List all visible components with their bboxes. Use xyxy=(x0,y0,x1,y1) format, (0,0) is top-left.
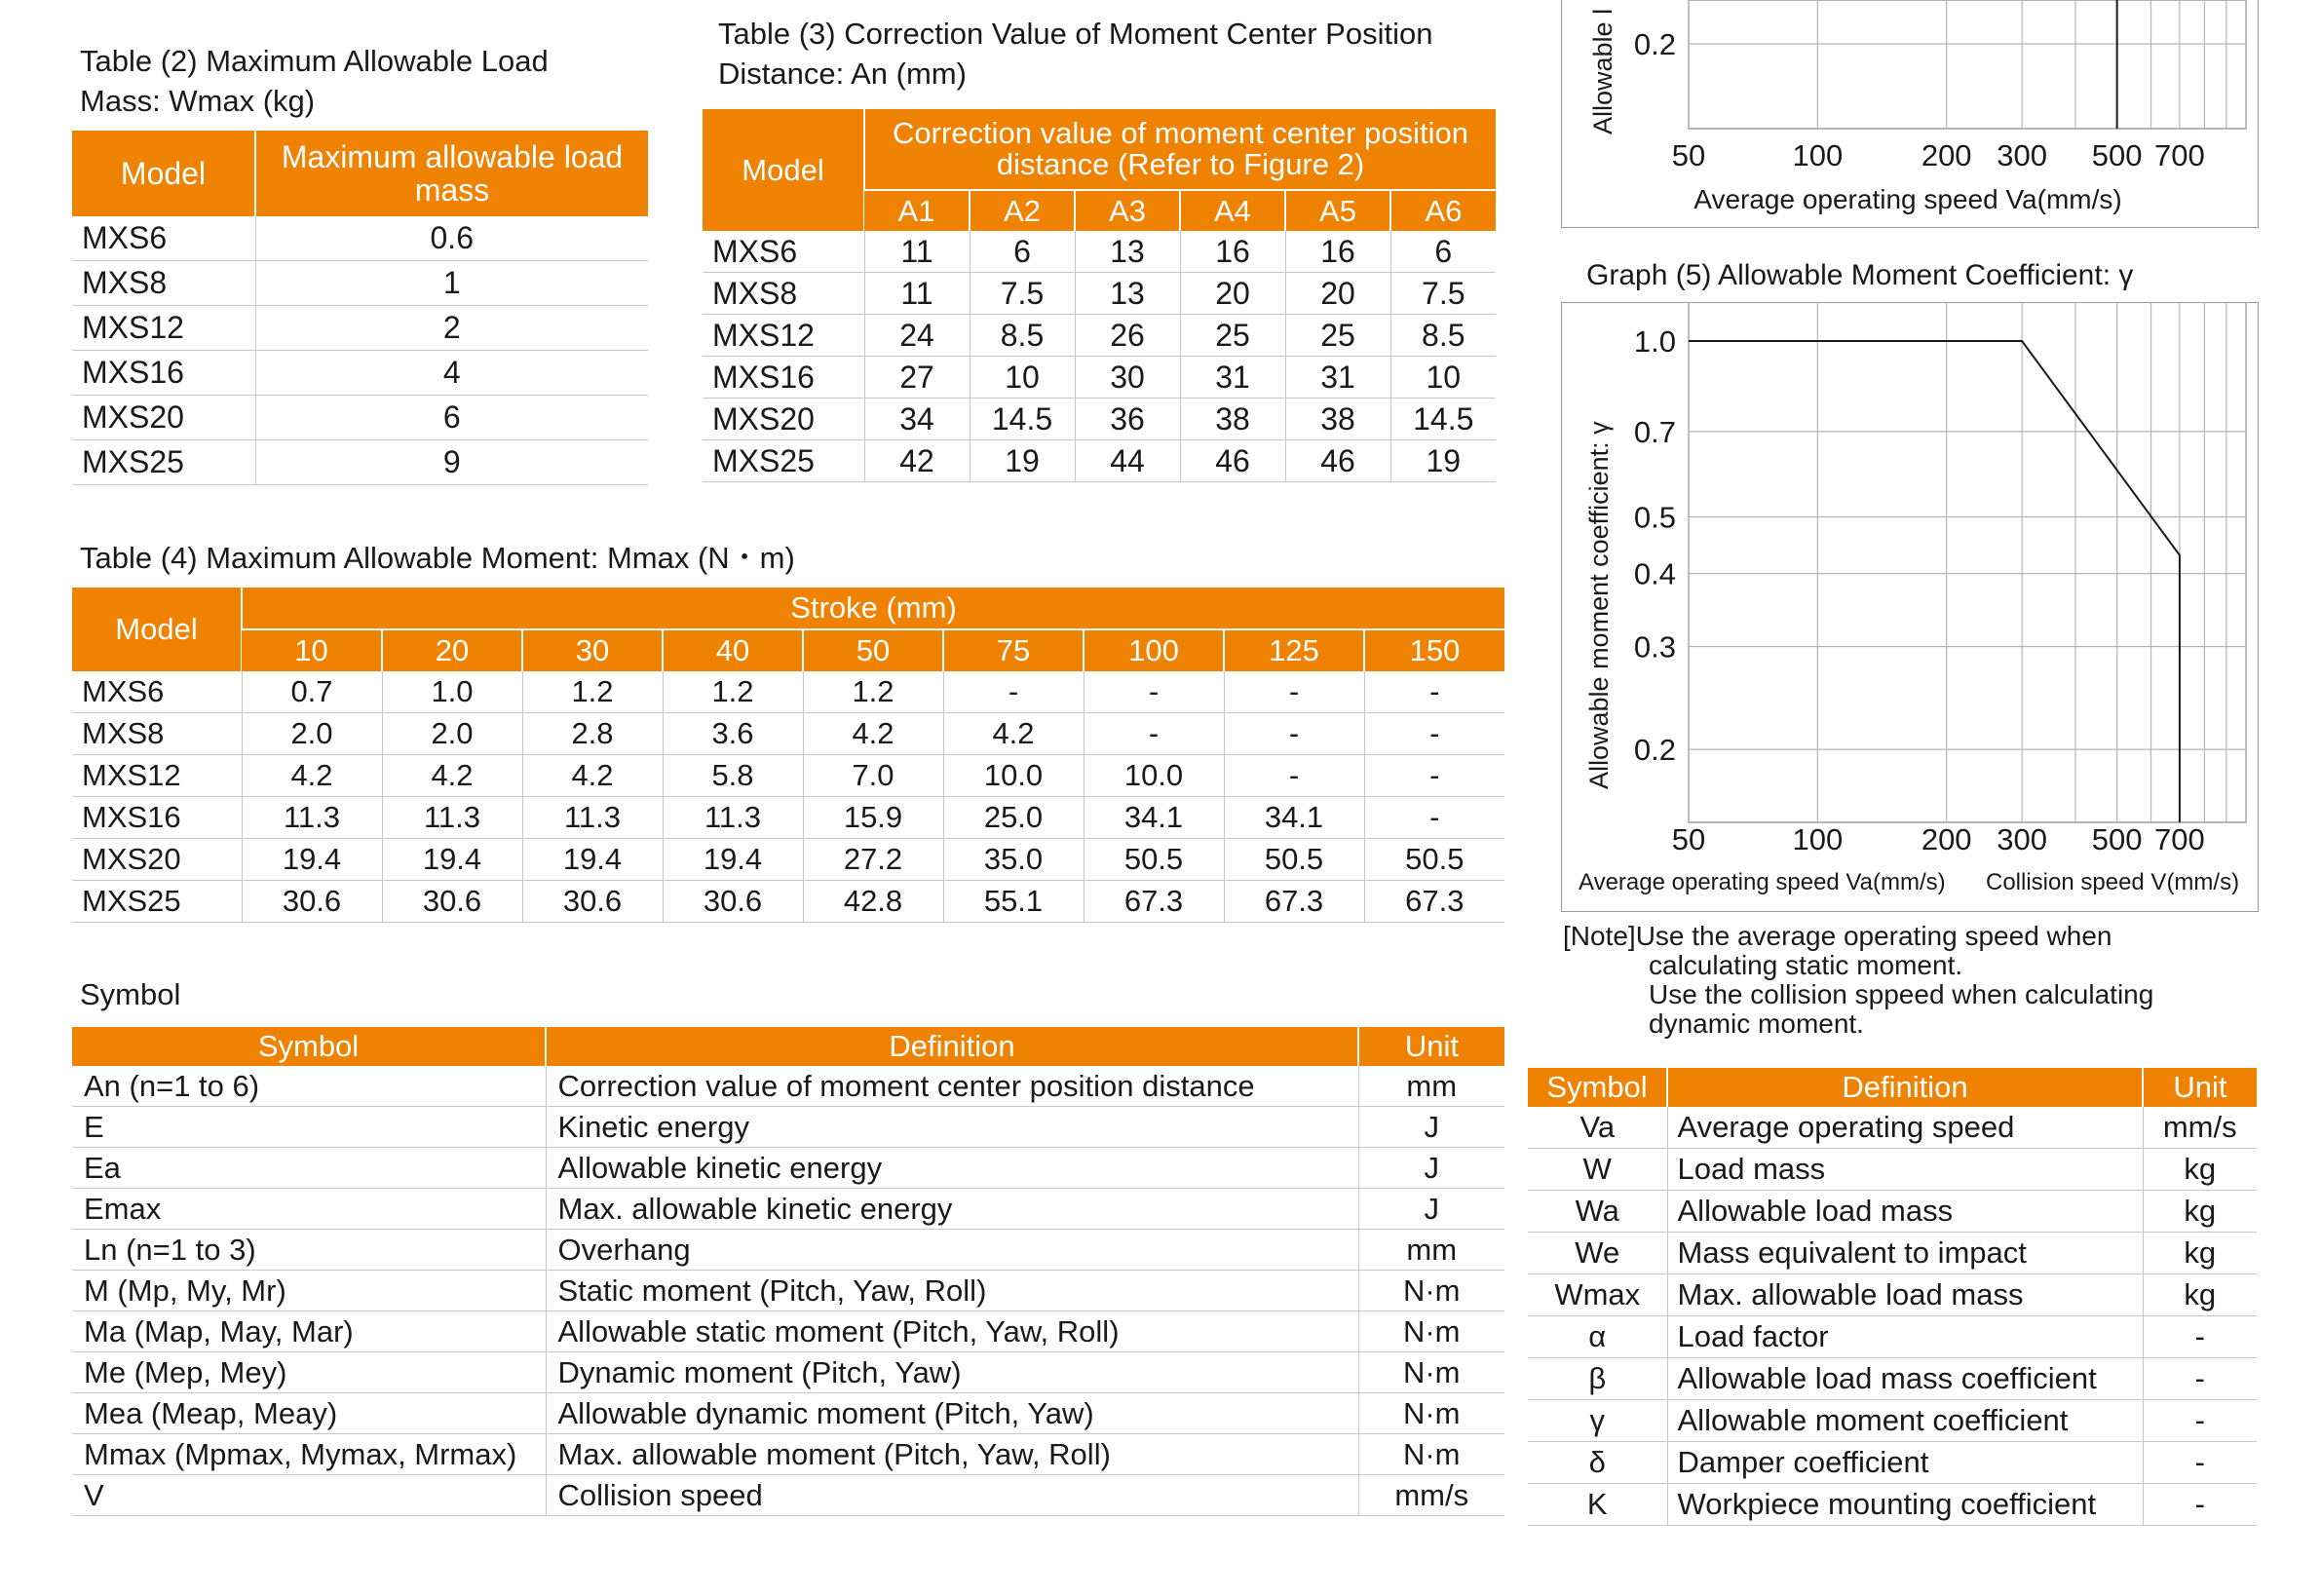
value-cell: 6 xyxy=(1390,231,1496,273)
value-cell: 11 xyxy=(864,231,970,273)
moment-cell: 1.2 xyxy=(803,671,943,713)
table-row xyxy=(703,315,1496,357)
definition-cell: Allowable static moment (Pitch, Yaw, Roll) xyxy=(546,1311,1358,1352)
definition-cell: Mass equivalent to impact xyxy=(1667,1233,2143,1274)
unit-cell: N·m xyxy=(1358,1434,1504,1475)
moment-cell: - xyxy=(1224,755,1364,797)
table4-stroke-header-2: 30 xyxy=(522,629,663,671)
unit-cell: N·m xyxy=(1358,1311,1504,1352)
table-row xyxy=(1528,1149,2257,1191)
table2-header-mass: Maximum allowable load mass xyxy=(255,131,648,216)
graph4-xlabel: Average operating speed Va(mm/s) xyxy=(1693,184,2122,214)
moment-cell: 50.5 xyxy=(1084,839,1224,881)
table4-stroke-header-6: 100 xyxy=(1084,629,1224,671)
value-cell: 6 xyxy=(970,231,1075,273)
table-row xyxy=(1528,1274,2257,1316)
value-cell: 10 xyxy=(1390,357,1496,399)
model-cell: MXS8 xyxy=(72,261,255,306)
symbol-cell: Va xyxy=(1528,1107,1667,1149)
model-cell: MXS20 xyxy=(72,839,242,881)
value-cell: 8.5 xyxy=(970,315,1075,357)
symbol-cell: Wmax xyxy=(1528,1274,1667,1316)
moment-cell: - xyxy=(943,671,1084,713)
graph4-xtick-label: 50 xyxy=(1671,138,1706,172)
table4-stroke-header-0: 10 xyxy=(242,629,382,671)
moment-cell: 4.2 xyxy=(382,755,522,797)
definition-cell: Allowable moment coefficient xyxy=(1667,1400,2143,1442)
value-cell: 20 xyxy=(1285,273,1390,315)
moment-cell: 1.2 xyxy=(522,671,663,713)
unit-cell: - xyxy=(2143,1442,2257,1484)
unit-cell: N·m xyxy=(1358,1352,1504,1393)
definition-cell: Average operating speed xyxy=(1667,1107,2143,1149)
definition-cell: Workpiece mounting coefficient xyxy=(1667,1484,2143,1526)
moment-cell: 15.9 xyxy=(803,797,943,839)
table3-col-header-3: A4 xyxy=(1180,190,1285,231)
graph4-grid xyxy=(1689,0,2246,129)
value-cell: 16 xyxy=(1285,231,1390,273)
symbol-caption: Symbol xyxy=(80,977,181,1011)
symbol-cell: Emax xyxy=(72,1189,546,1230)
moment-cell: - xyxy=(1084,713,1224,755)
model-cell: MXS12 xyxy=(72,306,255,351)
moment-cell: 30.6 xyxy=(242,881,382,923)
moment-cell: 2.8 xyxy=(522,713,663,755)
model-cell: MXS12 xyxy=(703,315,864,357)
mass-cell: 0.6 xyxy=(255,216,648,261)
symbol-cell: V xyxy=(72,1475,546,1516)
value-cell: 14.5 xyxy=(970,399,1075,440)
definition-cell: Allowable load mass coefficient xyxy=(1667,1358,2143,1400)
model-cell: MXS16 xyxy=(703,357,864,399)
graph5-ytick-label: 0.7 xyxy=(1633,414,1676,449)
table-row xyxy=(72,713,1504,755)
table3-caption-line1: Table (3) Correction Value of Moment Center Position xyxy=(718,17,1433,51)
unit-cell: J xyxy=(1358,1189,1504,1230)
table4-stroke-header-8: 150 xyxy=(1364,629,1504,671)
graph5-ytick-label: 0.4 xyxy=(1633,556,1676,591)
symbol-cell: γ xyxy=(1528,1400,1667,1442)
moment-cell: 11.3 xyxy=(382,797,522,839)
value-cell: 24 xyxy=(864,315,970,357)
definition-cell: Allowable load mass xyxy=(1667,1191,2143,1233)
moment-cell: 5.8 xyxy=(663,755,803,797)
table-row xyxy=(703,357,1496,399)
graph4-partial xyxy=(1561,0,2257,226)
table-row xyxy=(703,273,1496,315)
value-cell: 31 xyxy=(1285,357,1390,399)
graph4-plot-border xyxy=(1689,0,2246,129)
moment-cell: 19.4 xyxy=(522,839,663,881)
definition-cell: Overhang xyxy=(546,1230,1358,1271)
graph5-ylabel: Allowable moment coefficient: γ xyxy=(1584,421,1614,789)
moment-cell: 3.6 xyxy=(663,713,803,755)
moment-cell: 30.6 xyxy=(663,881,803,923)
table3-col-header-0: A1 xyxy=(864,190,970,231)
moment-cell: 25.0 xyxy=(943,797,1084,839)
symbol-cell: E xyxy=(72,1107,546,1148)
graph5-ytick-label: 0.3 xyxy=(1633,629,1676,665)
graph4-xtick-label: 500 xyxy=(2091,138,2143,172)
moment-cell: 0.7 xyxy=(242,671,382,713)
table-row xyxy=(72,1311,1504,1352)
max-allowable-load-mass-table xyxy=(72,131,648,485)
table4-stroke-header-3: 40 xyxy=(663,629,803,671)
graph5-title: Graph (5) Allowable Moment Coefficient: γ xyxy=(1586,259,2134,291)
value-cell: 7.5 xyxy=(1390,273,1496,315)
table-row xyxy=(1528,1442,2257,1484)
definition-cell: Allowable kinetic energy xyxy=(546,1148,1358,1189)
graph5-grid xyxy=(1689,302,2246,822)
moment-center-correction-table xyxy=(703,109,1496,482)
table-row xyxy=(72,1352,1504,1393)
unit-cell: - xyxy=(2143,1358,2257,1400)
note-line2: calculating static moment. xyxy=(1649,950,1963,980)
moment-cell: - xyxy=(1364,671,1504,713)
value-cell: 27 xyxy=(864,357,970,399)
table-row xyxy=(72,671,1504,713)
table-row xyxy=(72,216,648,261)
table-row xyxy=(72,351,648,396)
moment-cell: 50.5 xyxy=(1224,839,1364,881)
symbol-cell: Ln (n=1 to 3) xyxy=(72,1230,546,1271)
table-row xyxy=(72,839,1504,881)
symbol-cell: Me (Mep, Mey) xyxy=(72,1352,546,1393)
symbol-cell: δ xyxy=(1528,1442,1667,1484)
graph5-xticks xyxy=(1672,822,2205,856)
unit-cell: - xyxy=(2143,1400,2257,1442)
symbol-cell: Wa xyxy=(1528,1191,1667,1233)
model-cell: MXS16 xyxy=(72,797,242,839)
table3-caption-line2: Distance: An (mm) xyxy=(718,57,967,91)
unit-cell: kg xyxy=(2143,1274,2257,1316)
model-cell: MXS25 xyxy=(703,440,864,482)
graph5-xtick-label: 500 xyxy=(2091,822,2143,856)
symbol-table2-header-unit: Unit xyxy=(2143,1068,2257,1107)
unit-cell: mm/s xyxy=(1358,1475,1504,1516)
graph4-ylabel: Allowable l xyxy=(1588,8,1617,134)
value-cell: 38 xyxy=(1285,399,1390,440)
value-cell: 25 xyxy=(1180,315,1285,357)
moment-cell: 67.3 xyxy=(1224,881,1364,923)
table-row xyxy=(72,1189,1504,1230)
moment-cell: 10.0 xyxy=(1084,755,1224,797)
symbol-cell: α xyxy=(1528,1316,1667,1358)
unit-cell: - xyxy=(2143,1484,2257,1526)
moment-cell: 19.4 xyxy=(382,839,522,881)
definition-cell: Max. allowable load mass xyxy=(1667,1274,2143,1316)
value-cell: 30 xyxy=(1075,357,1180,399)
model-cell: MXS20 xyxy=(703,399,864,440)
table-row xyxy=(72,1107,1504,1148)
table-row xyxy=(1528,1400,2257,1442)
moment-cell: 42.8 xyxy=(803,881,943,923)
moment-cell: 67.3 xyxy=(1084,881,1224,923)
unit-cell: kg xyxy=(2143,1149,2257,1191)
graph5-yticks xyxy=(1634,324,1676,767)
moment-cell: 2.0 xyxy=(242,713,382,755)
symbol-table1-header-symbol: Symbol xyxy=(72,1027,546,1066)
table4-header-stroke: Stroke (mm) xyxy=(242,588,1504,629)
definition-cell: Max. allowable kinetic energy xyxy=(546,1189,1358,1230)
graph5-xtick-label: 700 xyxy=(2154,822,2205,856)
table3-caption xyxy=(718,14,1432,94)
moment-cell: - xyxy=(1224,671,1364,713)
value-cell: 14.5 xyxy=(1390,399,1496,440)
graph5-xlabel-right: Collision speed V(mm/s) xyxy=(1986,869,2240,895)
table-row xyxy=(1528,1191,2257,1233)
moment-cell: 4.2 xyxy=(522,755,663,797)
moment-cell: 1.0 xyxy=(382,671,522,713)
mass-cell: 1 xyxy=(255,261,648,306)
symbol-cell: Ea xyxy=(72,1148,546,1189)
table4-stroke-header-7: 125 xyxy=(1224,629,1364,671)
moment-cell: 19.4 xyxy=(242,839,382,881)
graph4-ytick-0.2: 0.2 xyxy=(1633,27,1676,61)
table3-col-header-2: A3 xyxy=(1075,190,1180,231)
symbol-cell: Ma (Map, May, Mar) xyxy=(72,1311,546,1352)
symbol-table2-header-definition: Definition xyxy=(1667,1068,2143,1107)
value-cell: 36 xyxy=(1075,399,1180,440)
moment-cell: 11.3 xyxy=(522,797,663,839)
table4-caption: Table (4) Maximum Allowable Moment: Mmax (N・m) xyxy=(80,541,795,575)
unit-cell: J xyxy=(1358,1107,1504,1148)
definition-cell: Load factor xyxy=(1667,1316,2143,1358)
symbol-cell: An (n=1 to 6) xyxy=(72,1066,546,1107)
model-cell: MXS25 xyxy=(72,440,255,485)
note-line1: [Note]Use the average operating speed when xyxy=(1563,921,2112,951)
symbol-cell: Mea (Meap, Meay) xyxy=(72,1393,546,1434)
unit-cell: kg xyxy=(2143,1233,2257,1274)
moment-cell: - xyxy=(1364,755,1504,797)
unit-cell: mm/s xyxy=(2143,1107,2257,1149)
table4-stroke-header-1: 20 xyxy=(382,629,522,671)
model-cell: MXS6 xyxy=(703,231,864,273)
definition-cell: Kinetic energy xyxy=(546,1107,1358,1148)
value-cell: 25 xyxy=(1285,315,1390,357)
definition-cell: Correction value of moment center position distance xyxy=(546,1066,1358,1107)
unit-cell: mm xyxy=(1358,1230,1504,1271)
graph5-ytick-label: 1.0 xyxy=(1633,324,1676,359)
graph4-xticks xyxy=(1672,138,2205,172)
moment-cell: 4.2 xyxy=(803,713,943,755)
table-row xyxy=(703,231,1496,273)
table-row xyxy=(1528,1107,2257,1149)
symbol-cell: K xyxy=(1528,1484,1667,1526)
definition-cell: Dynamic moment (Pitch, Yaw) xyxy=(546,1352,1358,1393)
table3-col-header-5: A6 xyxy=(1390,190,1496,231)
value-cell: 44 xyxy=(1075,440,1180,482)
mass-cell: 6 xyxy=(255,396,648,440)
value-cell: 38 xyxy=(1180,399,1285,440)
table-row xyxy=(72,1475,1504,1516)
table2-caption-line1: Table (2) Maximum Allowable Load xyxy=(80,44,549,78)
table-row xyxy=(72,1230,1504,1271)
definition-cell: Static moment (Pitch, Yaw, Roll) xyxy=(546,1271,1358,1311)
value-cell: 8.5 xyxy=(1390,315,1496,357)
model-cell: MXS8 xyxy=(72,713,242,755)
symbol-definition-table-2 xyxy=(1528,1068,2257,1526)
moment-cell: 10.0 xyxy=(943,755,1084,797)
moment-cell: 4.2 xyxy=(242,755,382,797)
note-line4: dynamic moment. xyxy=(1649,1008,1864,1039)
moment-cell: 34.1 xyxy=(1084,797,1224,839)
model-cell: MXS16 xyxy=(72,351,255,396)
table-row xyxy=(72,261,648,306)
moment-cell: 30.6 xyxy=(522,881,663,923)
unit-cell: N·m xyxy=(1358,1393,1504,1434)
table-row xyxy=(72,881,1504,923)
moment-cell: 19.4 xyxy=(663,839,803,881)
moment-cell: 27.2 xyxy=(803,839,943,881)
unit-cell: kg xyxy=(2143,1191,2257,1233)
value-cell: 13 xyxy=(1075,273,1180,315)
graph4-xtick-label: 200 xyxy=(1921,138,1972,172)
moment-cell: - xyxy=(1364,713,1504,755)
table-row xyxy=(72,755,1504,797)
moment-cell: 11.3 xyxy=(242,797,382,839)
value-cell: 10 xyxy=(970,357,1075,399)
moment-cell: - xyxy=(1084,671,1224,713)
moment-cell: 4.2 xyxy=(943,713,1084,755)
moment-cell: 30.6 xyxy=(382,881,522,923)
graph5-xtick-label: 300 xyxy=(1997,822,2047,856)
symbol-cell: We xyxy=(1528,1233,1667,1274)
mass-cell: 9 xyxy=(255,440,648,485)
table-row xyxy=(72,1066,1504,1107)
unit-cell: - xyxy=(2143,1316,2257,1358)
table-row xyxy=(72,797,1504,839)
graph4-xtick-label: 300 xyxy=(1997,138,2047,172)
definition-cell: Collision speed xyxy=(546,1475,1358,1516)
model-cell: MXS25 xyxy=(72,881,242,923)
moment-cell: 11.3 xyxy=(663,797,803,839)
value-cell: 7.5 xyxy=(970,273,1075,315)
graph5-xtick-label: 100 xyxy=(1792,822,1844,856)
unit-cell: J xyxy=(1358,1148,1504,1189)
table-row xyxy=(703,399,1496,440)
graph5-xlabel-left: Average operating speed Va(mm/s) xyxy=(1579,869,1946,895)
value-cell: 34 xyxy=(864,399,970,440)
unit-cell: mm xyxy=(1358,1066,1504,1107)
model-cell: MXS6 xyxy=(72,216,255,261)
moment-cell: - xyxy=(1224,713,1364,755)
table3-col-header-4: A5 xyxy=(1285,190,1390,231)
definition-cell: Allowable dynamic moment (Pitch, Yaw) xyxy=(546,1393,1358,1434)
table3-header-model: Model xyxy=(703,109,864,231)
symbol-cell: M (Mp, My, Mr) xyxy=(72,1271,546,1311)
graph5-xtick-label: 200 xyxy=(1921,822,1972,856)
moment-cell: 2.0 xyxy=(382,713,522,755)
value-cell: 42 xyxy=(864,440,970,482)
graph4-xtick-label: 700 xyxy=(2154,138,2205,172)
table-row xyxy=(1528,1316,2257,1358)
graph5-ytick-label: 0.5 xyxy=(1633,500,1676,535)
moment-cell: 55.1 xyxy=(943,881,1084,923)
value-cell: 16 xyxy=(1180,231,1285,273)
model-cell: MXS8 xyxy=(703,273,864,315)
table4-header-model: Model xyxy=(72,588,242,671)
model-cell: MXS20 xyxy=(72,396,255,440)
graph4-xtick-label: 100 xyxy=(1792,138,1844,172)
table2-caption xyxy=(80,41,549,121)
graph5-series-line xyxy=(1689,341,2180,822)
note-line3: Use the collision sppeed when calculating xyxy=(1649,979,2154,1009)
table-row xyxy=(72,1434,1504,1475)
table2-caption-line2: Mass: Wmax (kg) xyxy=(80,84,316,118)
value-cell: 46 xyxy=(1180,440,1285,482)
symbol-cell: β xyxy=(1528,1358,1667,1400)
symbol-definition-table xyxy=(72,1027,1504,1516)
table-row xyxy=(72,1393,1504,1434)
table3-header-group: Correction value of moment center position distance (Refer to Figure 2) xyxy=(864,109,1496,190)
table-row xyxy=(72,440,648,485)
table-row xyxy=(1528,1358,2257,1400)
moment-cell: 35.0 xyxy=(943,839,1084,881)
table-row xyxy=(703,440,1496,482)
moment-cell: 67.3 xyxy=(1364,881,1504,923)
note-block xyxy=(1563,922,2153,1039)
table-row xyxy=(1528,1233,2257,1274)
table-row xyxy=(72,396,648,440)
value-cell: 13 xyxy=(1075,231,1180,273)
mass-cell: 4 xyxy=(255,351,648,396)
definition-cell: Damper coefficient xyxy=(1667,1442,2143,1484)
graph5-plot-border xyxy=(1689,302,2246,822)
table-row xyxy=(72,1148,1504,1189)
symbol-table1-header-unit: Unit xyxy=(1358,1027,1504,1066)
symbol-table1-header-definition: Definition xyxy=(546,1027,1358,1066)
table-row xyxy=(72,1271,1504,1311)
moment-cell: - xyxy=(1364,797,1504,839)
moment-cell: 34.1 xyxy=(1224,797,1364,839)
model-cell: MXS6 xyxy=(72,671,242,713)
graph5-ytick-label: 0.2 xyxy=(1633,733,1676,768)
table4-stroke-header-5: 75 xyxy=(943,629,1084,671)
value-cell: 11 xyxy=(864,273,970,315)
moment-cell: 1.2 xyxy=(663,671,803,713)
graph5-chart xyxy=(1561,302,2259,912)
table-row xyxy=(72,306,648,351)
definition-cell: Load mass xyxy=(1667,1149,2143,1191)
max-allowable-moment-table xyxy=(72,588,1504,923)
value-cell: 46 xyxy=(1285,440,1390,482)
value-cell: 20 xyxy=(1180,273,1285,315)
moment-cell: 50.5 xyxy=(1364,839,1504,881)
table-row xyxy=(1528,1484,2257,1526)
model-cell: MXS12 xyxy=(72,755,242,797)
value-cell: 31 xyxy=(1180,357,1285,399)
symbol-cell: Mmax (Mpmax, Mymax, Mrmax) xyxy=(72,1434,546,1475)
value-cell: 19 xyxy=(1390,440,1496,482)
mass-cell: 2 xyxy=(255,306,648,351)
moment-cell: 7.0 xyxy=(803,755,943,797)
table4-stroke-header-4: 50 xyxy=(803,629,943,671)
value-cell: 19 xyxy=(970,440,1075,482)
definition-cell: Max. allowable moment (Pitch, Yaw, Roll) xyxy=(546,1434,1358,1475)
table2-header-model: Model xyxy=(72,131,255,216)
symbol-table2-header-symbol: Symbol xyxy=(1528,1068,1667,1107)
symbol-cell: W xyxy=(1528,1149,1667,1191)
value-cell: 26 xyxy=(1075,315,1180,357)
table3-col-header-1: A2 xyxy=(970,190,1075,231)
graph5-xtick-label: 50 xyxy=(1671,822,1706,856)
unit-cell: N·m xyxy=(1358,1271,1504,1311)
